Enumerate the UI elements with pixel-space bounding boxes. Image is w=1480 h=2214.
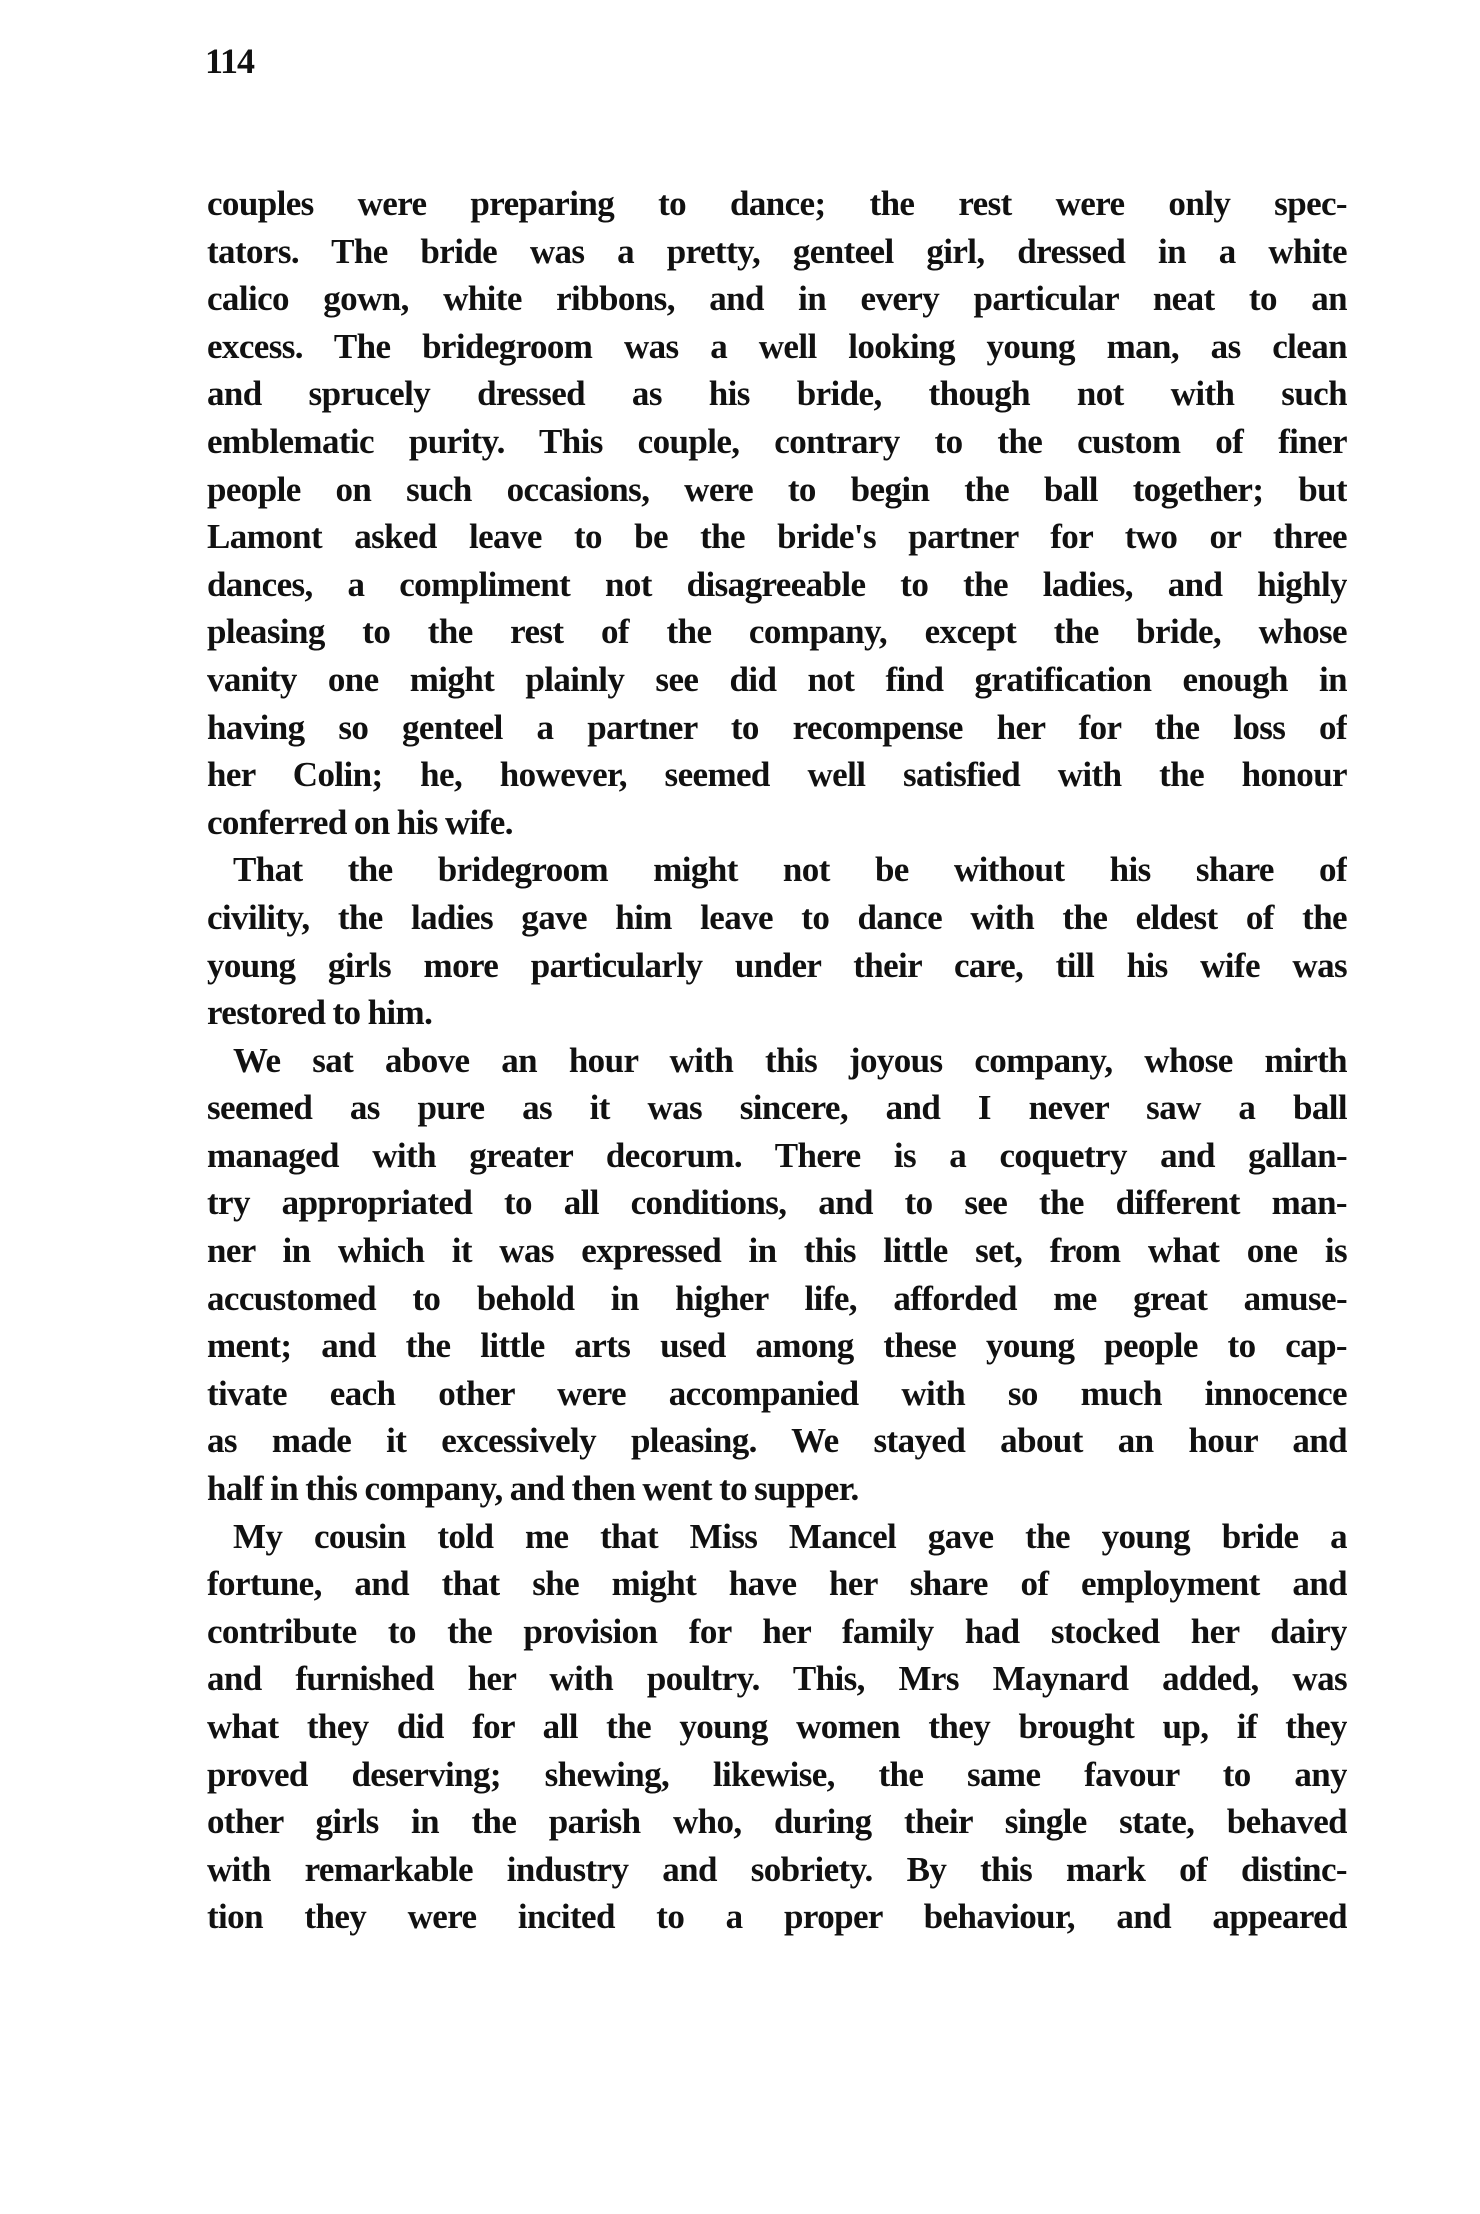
text-line: couples were preparing to dance; the rest were only spec- bbox=[207, 184, 1347, 223]
text-line: emblematic purity. This couple, contrary to the custom of finer bbox=[207, 421, 1347, 461]
text-line: try appropriated to all conditions, and to see the different man- bbox=[207, 1183, 1347, 1223]
paragraph bbox=[207, 846, 1347, 1036]
text-line: what they did for all the young women they brought up, if they bbox=[207, 1707, 1347, 1746]
text-line: calico gown, white ribbons, and in every particular neat to an bbox=[207, 279, 1347, 319]
text-line: vanity one might plainly see did not find gratification enough in bbox=[207, 659, 1347, 699]
paragraph bbox=[207, 1513, 1347, 1941]
text-line: Lamont asked leave to be the bride's partner for two or three bbox=[207, 517, 1347, 557]
text-line: That the bridegroom might not be without his share of bbox=[233, 850, 1347, 890]
text-line: restored to him. bbox=[207, 993, 433, 1033]
text-line: conferred on his wife. bbox=[207, 802, 513, 842]
text-line: accustomed to behold in higher life, afforded me great amuse- bbox=[207, 1278, 1347, 1318]
text-line: and furnished her with poultry. This, Mrs Maynard added, was bbox=[207, 1659, 1347, 1699]
text-line: and sprucely dressed as his bride, though not with such bbox=[207, 374, 1347, 414]
text-line: having so genteel a partner to recompense her for the loss of bbox=[207, 707, 1347, 747]
text-line: managed with greater decorum. There is a coquetry and gallan- bbox=[207, 1135, 1347, 1175]
text-line: We sat above an hour with this joyous company, whose mirth bbox=[233, 1040, 1347, 1080]
text-line: her Colin; he, however, seemed well satisfied with the honour bbox=[207, 755, 1347, 795]
text-line: seemed as pure as it was sincere, and I never saw a ball bbox=[207, 1088, 1347, 1128]
body-text bbox=[207, 180, 1347, 1941]
text-line: young girls more particularly under their care, till his wife was bbox=[207, 945, 1347, 985]
text-line: tion they were incited to a proper behaviour, and appeared bbox=[207, 1897, 1347, 1937]
text-line: contribute to the provision for her family had stocked her dairy bbox=[207, 1611, 1347, 1651]
text-line: My cousin told me that Miss Mancel gave the young bride a bbox=[233, 1516, 1347, 1556]
text-line: civility, the ladies gave him leave to dance with the eldest of the bbox=[207, 897, 1347, 937]
text-line: other girls in the parish who, during their single state, behaved bbox=[207, 1802, 1347, 1842]
page-number: 114 bbox=[205, 41, 255, 81]
text-line: as made it excessively pleasing. We stayed about an hour and bbox=[207, 1421, 1347, 1461]
text-line: excess. The bridegroom was a well looking young man, as clean bbox=[207, 326, 1347, 366]
text-line: tators. The bride was a pretty, genteel girl, dressed in a white bbox=[207, 231, 1347, 271]
paragraph bbox=[207, 1037, 1347, 1513]
paragraph bbox=[207, 180, 1347, 846]
text-line: fortune, and that she might have her share of employment and bbox=[207, 1564, 1347, 1604]
text-line: proved deserving; shewing, likewise, the same favour to any bbox=[207, 1754, 1347, 1794]
text-line: tivate each other were accompanied with so much innocence bbox=[207, 1373, 1347, 1413]
text-line: dances, a compliment not disagreeable to the ladies, and highly bbox=[207, 564, 1347, 604]
text-line: ment; and the little arts used among these young people to cap- bbox=[207, 1326, 1347, 1366]
text-line: pleasing to the rest of the company, except the bride, whose bbox=[207, 612, 1347, 652]
text-line: people on such occasions, were to begin the ball together; but bbox=[207, 469, 1347, 509]
text-line: with remarkable industry and sobriety. By this mark of distinc- bbox=[207, 1849, 1347, 1889]
text-line: ner in which it was expressed in this little set, from what one is bbox=[207, 1231, 1347, 1271]
text-line: half in this company, and then went to supper. bbox=[207, 1469, 859, 1509]
